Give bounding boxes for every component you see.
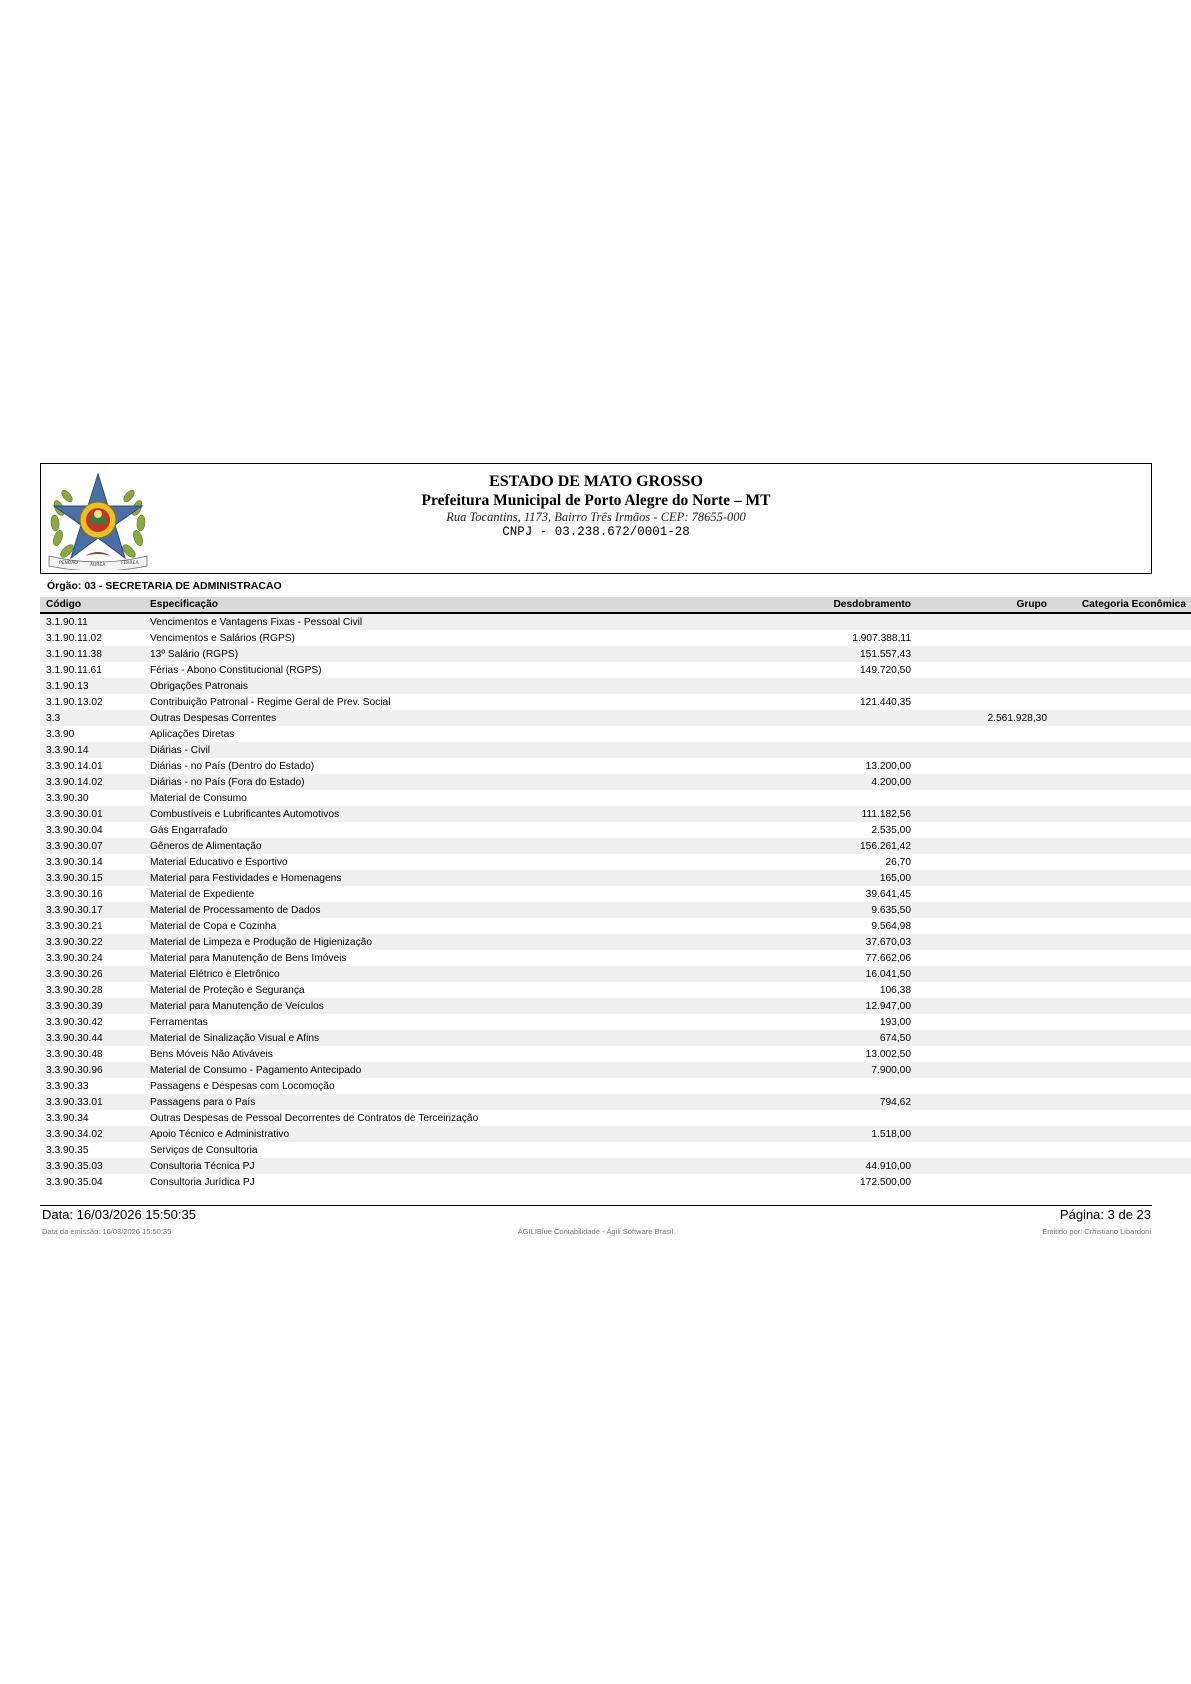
cell-categoria <box>1053 678 1191 694</box>
table-row <box>40 950 1191 966</box>
cell-grupo <box>917 1046 1053 1062</box>
cell-grupo <box>917 806 1053 822</box>
cell-categoria <box>1053 758 1191 774</box>
cell-desdobramento: 44.910,00 <box>664 1158 917 1174</box>
cell-especificacao: Serviços de Consultoria <box>144 1142 664 1158</box>
cell-desdobramento: 7.900,00 <box>664 1062 917 1078</box>
cell-categoria <box>1053 726 1191 742</box>
cell-codigo: 3.3.90.30.14 <box>40 854 144 870</box>
cell-categoria <box>1053 1110 1191 1126</box>
cell-categoria <box>1053 1078 1191 1094</box>
table-row <box>40 1142 1191 1158</box>
cell-especificacao: Gêneros de Alimentação <box>144 838 664 854</box>
cell-categoria <box>1053 838 1191 854</box>
cell-codigo: 3.3.90.30.04 <box>40 822 144 838</box>
cell-codigo: 3.1.90.11.61 <box>40 662 144 678</box>
cell-grupo <box>917 1174 1053 1190</box>
cell-codigo: 3.1.90.11.02 <box>40 630 144 646</box>
cell-desdobramento: 12.947,00 <box>664 998 917 1014</box>
cell-grupo <box>917 613 1053 630</box>
cell-categoria <box>1053 1094 1191 1110</box>
cell-desdobramento: 165,00 <box>664 870 917 886</box>
cell-grupo <box>917 1078 1053 1094</box>
cell-grupo: 2.561.928,30 <box>917 710 1053 726</box>
cell-desdobramento: 26,70 <box>664 854 917 870</box>
cell-codigo: 3.3.90.30.28 <box>40 982 144 998</box>
footer-date: Data: 16/03/2026 15:50:35 <box>42 1207 196 1222</box>
cell-codigo: 3.3.90.14.01 <box>40 758 144 774</box>
col-header-especificacao: Especificação <box>144 597 664 613</box>
cell-desdobramento <box>664 790 917 806</box>
cell-desdobramento <box>664 726 917 742</box>
cell-grupo <box>917 694 1053 710</box>
cell-categoria <box>1053 918 1191 934</box>
col-header-desdobramento: Desdobramento <box>664 597 917 613</box>
table-row <box>40 982 1191 998</box>
cell-especificacao: Material de Copa e Cozinha <box>144 918 664 934</box>
cell-codigo: 3.3.90.30.26 <box>40 966 144 982</box>
prefeitura-name: Prefeitura Municipal de Porto Alegre do Norte – MT <box>421 492 771 509</box>
cell-desdobramento: 106,38 <box>664 982 917 998</box>
table-row <box>40 646 1191 662</box>
table-row <box>40 806 1191 822</box>
cell-grupo <box>917 950 1053 966</box>
cell-codigo: 3.3.90.14 <box>40 742 144 758</box>
cell-categoria <box>1053 1158 1191 1174</box>
cell-codigo: 3.3.90.35.03 <box>40 1158 144 1174</box>
table-row <box>40 1030 1191 1046</box>
footer-emission-date: Data da emissão: 16/03/2026 15:50:35 <box>42 1227 172 1236</box>
cell-grupo <box>917 982 1053 998</box>
cell-grupo <box>917 998 1053 1014</box>
cell-grupo <box>917 726 1053 742</box>
table-row <box>40 886 1191 902</box>
cell-especificacao: Apoio Técnico e Administrativo <box>144 1126 664 1142</box>
table-row <box>40 630 1191 646</box>
table-row <box>40 694 1191 710</box>
cell-categoria <box>1053 998 1191 1014</box>
cell-grupo <box>917 1062 1053 1078</box>
table-row <box>40 1126 1191 1142</box>
orgao-title: Órgão: 03 - SECRETARIA DE ADMINISTRACAO <box>47 580 282 592</box>
cell-desdobramento <box>664 678 917 694</box>
cnpj-line: CNPJ - 03.238.672/0001-28 <box>502 525 690 539</box>
cell-grupo <box>917 790 1053 806</box>
cell-desdobramento <box>664 1110 917 1126</box>
cell-grupo <box>917 934 1053 950</box>
budget-table <box>40 597 1191 1190</box>
cell-especificacao: Material de Proteção e Segurança <box>144 982 664 998</box>
cell-especificacao: Material Elétrico e Eletrônico <box>144 966 664 982</box>
cell-especificacao: Diárias - no País (Dentro do Estado) <box>144 758 664 774</box>
cell-categoria <box>1053 710 1191 726</box>
header-text-block <box>41 472 1151 540</box>
cell-categoria <box>1053 1142 1191 1158</box>
cell-desdobramento: 9.635,50 <box>664 902 917 918</box>
cell-especificacao: Obrigações Patronais <box>144 678 664 694</box>
table-row <box>40 758 1191 774</box>
cell-codigo: 3.3.90.30.21 <box>40 918 144 934</box>
cell-codigo: 3.3.90.30.48 <box>40 1046 144 1062</box>
cell-grupo <box>917 1142 1053 1158</box>
table-header-row <box>40 597 1191 613</box>
cell-codigo: 3.3.90.30.44 <box>40 1030 144 1046</box>
cell-categoria <box>1053 870 1191 886</box>
cell-grupo <box>917 1094 1053 1110</box>
cell-especificacao: Diárias - Civil <box>144 742 664 758</box>
table-row <box>40 918 1191 934</box>
cell-categoria <box>1053 1046 1191 1062</box>
cell-desdobramento: 77.662,06 <box>664 950 917 966</box>
cell-especificacao: Outras Despesas de Pessoal Decorrentes de Contratos de Terceirização <box>144 1110 664 1126</box>
cell-categoria <box>1053 982 1191 998</box>
cell-desdobramento <box>664 613 917 630</box>
table-row <box>40 1078 1191 1094</box>
cell-grupo <box>917 678 1053 694</box>
cell-grupo <box>917 1110 1053 1126</box>
cell-desdobramento: 16.041,50 <box>664 966 917 982</box>
cell-desdobramento: 4.200,00 <box>664 774 917 790</box>
cell-especificacao: Diárias - no País (Fora do Estado) <box>144 774 664 790</box>
cell-especificacao: Combustíveis e Lubrificantes Automotivos <box>144 806 664 822</box>
cell-desdobramento: 2.535,00 <box>664 822 917 838</box>
cell-codigo: 3.3.90.30.17 <box>40 902 144 918</box>
cell-categoria <box>1053 1126 1191 1142</box>
cell-desdobramento: 193,00 <box>664 1014 917 1030</box>
cell-especificacao: Material para Festividades e Homenagens <box>144 870 664 886</box>
cell-grupo <box>917 774 1053 790</box>
table-row <box>40 710 1191 726</box>
svg-text:ÁUREA: ÁUREA <box>90 563 106 568</box>
cell-especificacao: Material para Manutenção de Bens Imóveis <box>144 950 664 966</box>
table-row <box>40 838 1191 854</box>
cell-codigo: 3.3.90 <box>40 726 144 742</box>
cell-codigo: 3.3.90.30.15 <box>40 870 144 886</box>
cell-especificacao: Bens Móveis Não Ativáveis <box>144 1046 664 1062</box>
cell-especificacao: Contribuição Patronal - Regime Geral de Prev. Social <box>144 694 664 710</box>
cell-codigo: 3.3.90.30.16 <box>40 886 144 902</box>
cell-codigo: 3.3.90.35 <box>40 1142 144 1158</box>
cell-categoria <box>1053 1062 1191 1078</box>
table-row <box>40 998 1191 1014</box>
cell-especificacao: Material de Expediente <box>144 886 664 902</box>
cell-categoria <box>1053 790 1191 806</box>
cell-desdobramento: 151.557,43 <box>664 646 917 662</box>
cell-desdobramento: 37.670,03 <box>664 934 917 950</box>
footer-divider <box>40 1205 1152 1206</box>
cell-categoria <box>1053 806 1191 822</box>
col-header-categoria: Categoria Econômica <box>1053 597 1191 613</box>
cell-grupo <box>917 886 1053 902</box>
table-row <box>40 613 1191 630</box>
cell-codigo: 3.3.90.33 <box>40 1078 144 1094</box>
cell-grupo <box>917 918 1053 934</box>
cell-categoria <box>1053 854 1191 870</box>
cell-desdobramento: 172.500,00 <box>664 1174 917 1190</box>
cell-codigo: 3.3 <box>40 710 144 726</box>
cell-desdobramento: 794,62 <box>664 1094 917 1110</box>
cell-codigo: 3.3.90.30.39 <box>40 998 144 1014</box>
svg-text:FERREA: FERREA <box>121 561 139 566</box>
cell-grupo <box>917 1126 1053 1142</box>
table-row <box>40 678 1191 694</box>
cell-categoria <box>1053 774 1191 790</box>
cell-codigo: 3.1.90.13.02 <box>40 694 144 710</box>
cell-desdobramento: 156.261,42 <box>664 838 917 854</box>
cell-especificacao: Material para Manutenção de Veículos <box>144 998 664 1014</box>
cell-categoria <box>1053 630 1191 646</box>
footer-software: ÁGILIBlue Contabilidade - Ágili Software Brasil <box>517 1227 674 1236</box>
table-row <box>40 726 1191 742</box>
cell-grupo <box>917 742 1053 758</box>
cell-codigo: 3.3.90.35.04 <box>40 1174 144 1190</box>
cell-especificacao: Material Educativo e Esportivo <box>144 854 664 870</box>
svg-text:PENDÃO: PENDÃO <box>59 561 78 566</box>
cell-codigo: 3.3.90.33.01 <box>40 1094 144 1110</box>
cell-categoria <box>1053 934 1191 950</box>
cell-codigo: 3.3.90.34 <box>40 1110 144 1126</box>
cell-categoria <box>1053 646 1191 662</box>
table-row <box>40 1014 1191 1030</box>
table-row <box>40 1062 1191 1078</box>
table-row <box>40 1094 1191 1110</box>
cell-codigo: 3.3.90.30.96 <box>40 1062 144 1078</box>
cell-desdobramento: 674,50 <box>664 1030 917 1046</box>
cell-codigo: 3.1.90.11.38 <box>40 646 144 662</box>
cell-codigo: 3.3.90.14.02 <box>40 774 144 790</box>
table-row <box>40 934 1191 950</box>
cell-especificacao: Vencimentos e Salários (RGPS) <box>144 630 664 646</box>
cell-grupo <box>917 1014 1053 1030</box>
cell-categoria <box>1053 662 1191 678</box>
cell-codigo: 3.3.90.30.07 <box>40 838 144 854</box>
cell-codigo: 3.3.90.30.01 <box>40 806 144 822</box>
cell-desdobramento <box>664 742 917 758</box>
cell-codigo: 3.1.90.11 <box>40 613 144 630</box>
address-line: Rua Tocantins, 1173, Bairro Três Irmãos - CEP: 78655-000 <box>446 510 746 524</box>
cell-grupo <box>917 1158 1053 1174</box>
cell-categoria <box>1053 1030 1191 1046</box>
cell-grupo <box>917 662 1053 678</box>
cell-grupo <box>917 758 1053 774</box>
table-row <box>40 774 1191 790</box>
cell-especificacao: Passagens para o País <box>144 1094 664 1110</box>
table-row <box>40 966 1191 982</box>
cell-grupo <box>917 966 1053 982</box>
cell-grupo <box>917 822 1053 838</box>
cell-desdobramento: 1.907.388,11 <box>664 630 917 646</box>
cell-codigo: 3.3.90.30.22 <box>40 934 144 950</box>
cell-codigo: 3.3.90.34.02 <box>40 1126 144 1142</box>
cell-categoria <box>1053 742 1191 758</box>
cell-desdobramento: 111.182,56 <box>664 806 917 822</box>
cell-especificacao: Material de Limpeza e Produção de Higienização <box>144 934 664 950</box>
table-row <box>40 662 1191 678</box>
cell-categoria <box>1053 613 1191 630</box>
cell-codigo: 3.3.90.30.42 <box>40 1014 144 1030</box>
cell-especificacao: Consultoria Jurídica PJ <box>144 1174 664 1190</box>
state-name: ESTADO DE MATO GROSSO <box>489 473 703 490</box>
cell-especificacao: Outras Despesas Correntes <box>144 710 664 726</box>
table-row <box>40 902 1191 918</box>
cell-desdobramento: 39.641,45 <box>664 886 917 902</box>
cell-grupo <box>917 870 1053 886</box>
cell-categoria <box>1053 902 1191 918</box>
cell-desdobramento <box>664 710 917 726</box>
table-row <box>40 1110 1191 1126</box>
cell-categoria <box>1053 950 1191 966</box>
cell-desdobramento: 1.518,00 <box>664 1126 917 1142</box>
cell-desdobramento <box>664 1142 917 1158</box>
table-row <box>40 870 1191 886</box>
col-header-codigo: Código <box>40 597 144 613</box>
report-header <box>40 463 1152 574</box>
cell-especificacao: Material de Consumo - Pagamento Antecipado <box>144 1062 664 1078</box>
cell-categoria <box>1053 694 1191 710</box>
cell-categoria <box>1053 966 1191 982</box>
cell-grupo <box>917 854 1053 870</box>
table-row <box>40 822 1191 838</box>
cell-categoria <box>1053 886 1191 902</box>
table-row <box>40 1158 1191 1174</box>
cell-grupo <box>917 646 1053 662</box>
table-row <box>40 790 1191 806</box>
cell-categoria <box>1053 1014 1191 1030</box>
cell-desdobramento: 13.002,50 <box>664 1046 917 1062</box>
cell-categoria <box>1053 1174 1191 1190</box>
cell-especificacao: Gás Engarrafado <box>144 822 664 838</box>
col-header-grupo: Grupo <box>917 597 1053 613</box>
table-row <box>40 1046 1191 1062</box>
cell-codigo: 3.3.90.30 <box>40 790 144 806</box>
cell-categoria <box>1053 822 1191 838</box>
table-row <box>40 742 1191 758</box>
cell-grupo <box>917 902 1053 918</box>
cell-grupo <box>917 1030 1053 1046</box>
cell-especificacao: Aplicações Diretas <box>144 726 664 742</box>
cell-especificacao: Ferramentas <box>144 1014 664 1030</box>
cell-desdobramento: 13.200,00 <box>664 758 917 774</box>
cell-especificacao: Material de Sinalização Visual e Afins <box>144 1030 664 1046</box>
table-row <box>40 1174 1191 1190</box>
table-row <box>40 854 1191 870</box>
cell-codigo: 3.3.90.30.24 <box>40 950 144 966</box>
cell-especificacao: Férias - Abono Constitucional (RGPS) <box>144 662 664 678</box>
footer-issued-by: Emitido por: Crhistiano Libardoni <box>1042 1227 1151 1236</box>
cell-grupo <box>917 838 1053 854</box>
cell-desdobramento <box>664 1078 917 1094</box>
cell-especificacao: Vencimentos e Vantagens Fixas - Pessoal Civil <box>144 613 664 630</box>
cell-desdobramento: 9.564,98 <box>664 918 917 934</box>
cell-codigo: 3.1.90.13 <box>40 678 144 694</box>
footer-page-number: Página: 3 de 23 <box>1059 1207 1151 1222</box>
cell-desdobramento: 149.720,50 <box>664 662 917 678</box>
cell-especificacao: Material de Consumo <box>144 790 664 806</box>
cell-especificacao: Material de Processamento de Dados <box>144 902 664 918</box>
cell-grupo <box>917 630 1053 646</box>
cell-especificacao: Consultoria Técnica PJ <box>144 1158 664 1174</box>
cell-especificacao: 13º Salário (RGPS) <box>144 646 664 662</box>
cell-especificacao: Passagens e Despesas com Locomoção <box>144 1078 664 1094</box>
cell-desdobramento: 121.440,35 <box>664 694 917 710</box>
